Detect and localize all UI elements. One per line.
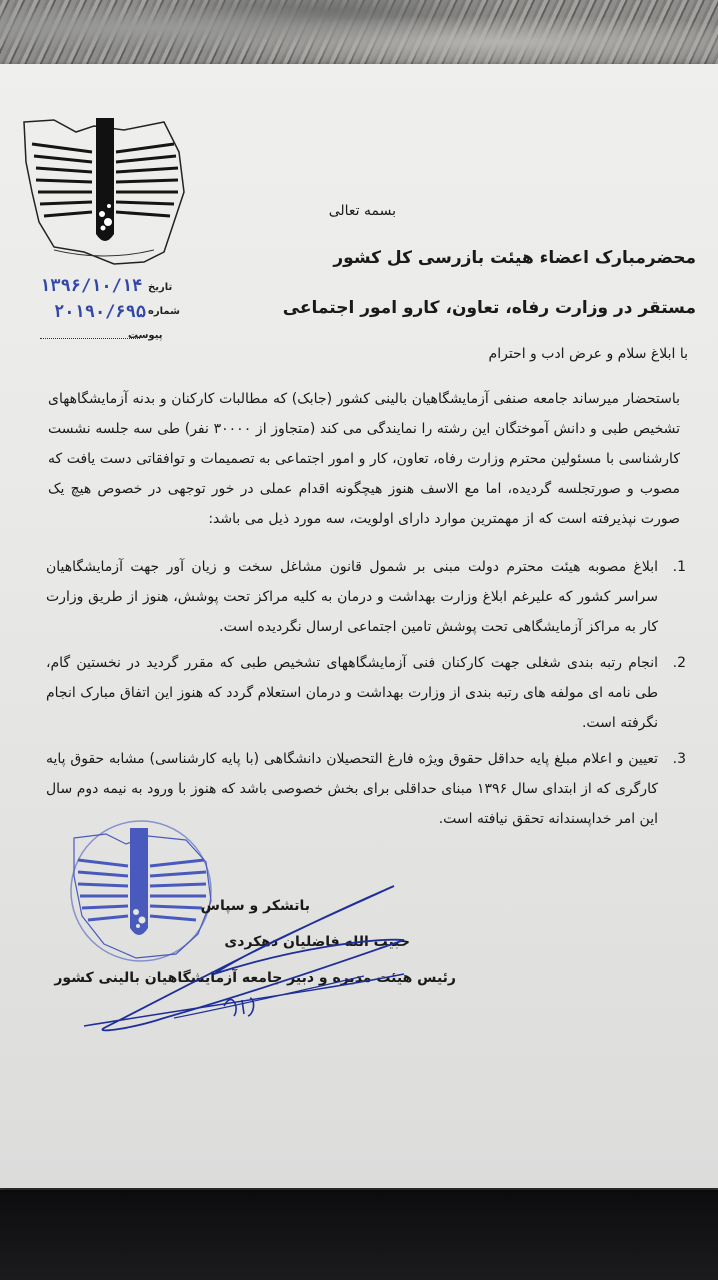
item-text: ابلاغ مصوبه هیئت محترم دولت مبنی بر شمول قانون مشاغل سخت و زیان آور جهت آزمایشگاهیان سراسر کشور که علیرغم ابلاغ وزارت بهداشت و درمان به کلیه مراکز تحت پوشش، هنوز از طریق وزارت کار به مراکز آزمایشگاهی تحت پوشش تامین اجتماعی ارسال نگردیده است. <box>46 559 658 635</box>
bismillah: بسمه تعالی <box>328 203 396 219</box>
item-text: انجام رتبه بندی شغلی جهت کارکنان فنی آزمایشگاههای تشخیص طبی که مقرر گردید در نخستین گام، طی نامه ای مولفه های رتبه بندی از وزارت بهداشت و درمان استعلام گردد که هنوز این اتفاق مبارک انجام نگرفته است. <box>46 655 658 731</box>
signer-name: حبیب الله فاضلیان دهکردی <box>224 934 410 950</box>
intro-paragraph: باستحضار میرساند جامعه صنفی آزمایشگاهیان بالینی کشور (جابک) که مطالبات کارکنان و بدنه آزمایشگاههای تشخیص طبی و دانش آموختگان این رشته را نمایندگی می کند (متجاوز از ۳۰۰۰۰ نفر) طی سه جلسه نشست کارشناسی با مسئولین محترم وزارت رفاه، تعاون، کار و امور اجتماعی به تصمیمات و توافقاتی دست یافت که مصوب و صورتجلسه گردیده، اما مع الاسف هنوز هیچگونه اقدام عملی در خور توجهی در خصوص هیچ یک صورت نپذیرفته است که از مهمترین موارد دارای اولویت، سه مورد ذیل می باشد: <box>48 391 680 527</box>
request-list <box>46 552 686 840</box>
closing-thanks: باتشکر و سپاس <box>200 898 310 914</box>
item-number: 2. <box>672 655 686 671</box>
handwritten-signature <box>74 878 494 1038</box>
date-value: ۱۳۹۶/۱۰/۱۴ <box>40 276 143 296</box>
addressee-line-1: محضرمبارک اعضاء هیئت بازرسی کل کشور <box>333 248 696 268</box>
attachment-line <box>40 338 140 339</box>
attachment-label: پیوست <box>128 330 163 341</box>
greeting: با ابلاغ سلام و عرض ادب و احترام <box>488 346 688 362</box>
addressee-line-2: مستقر در وزارت رفاه، تعاون، کارو امور اجتماعی <box>282 298 696 318</box>
signer-title: رئیس هیئت مدیره و دبیر جامعه آزمایشگاهیان بالینی کشور <box>54 970 456 986</box>
request-item-2 <box>46 648 686 738</box>
association-logo <box>14 112 194 272</box>
dark-background <box>0 1190 718 1280</box>
number-value: ۲۰۱۹۰/۶۹۵ <box>54 302 147 322</box>
marble-surface <box>0 0 718 70</box>
request-item-1 <box>46 552 686 642</box>
item-text: تعیین و اعلام مبلغ پایه حداقل حقوق ویژه فارغ التحصیلان دانشگاهی (با پایه کارشناسی) مشابه حقوق پایه کارگری که از ابتدای سال ۱۳۹۶ مبنای حداقلی برای بخش خصوصی باشد که هنوز با ورود به نیمه دوم سال این امر خداپسندانه تحقق نیافته است. <box>46 751 658 827</box>
item-number: 1. <box>672 559 686 575</box>
item-number: 3. <box>672 751 686 767</box>
date-label: تاریخ <box>148 282 173 293</box>
number-label: شماره <box>148 306 180 317</box>
